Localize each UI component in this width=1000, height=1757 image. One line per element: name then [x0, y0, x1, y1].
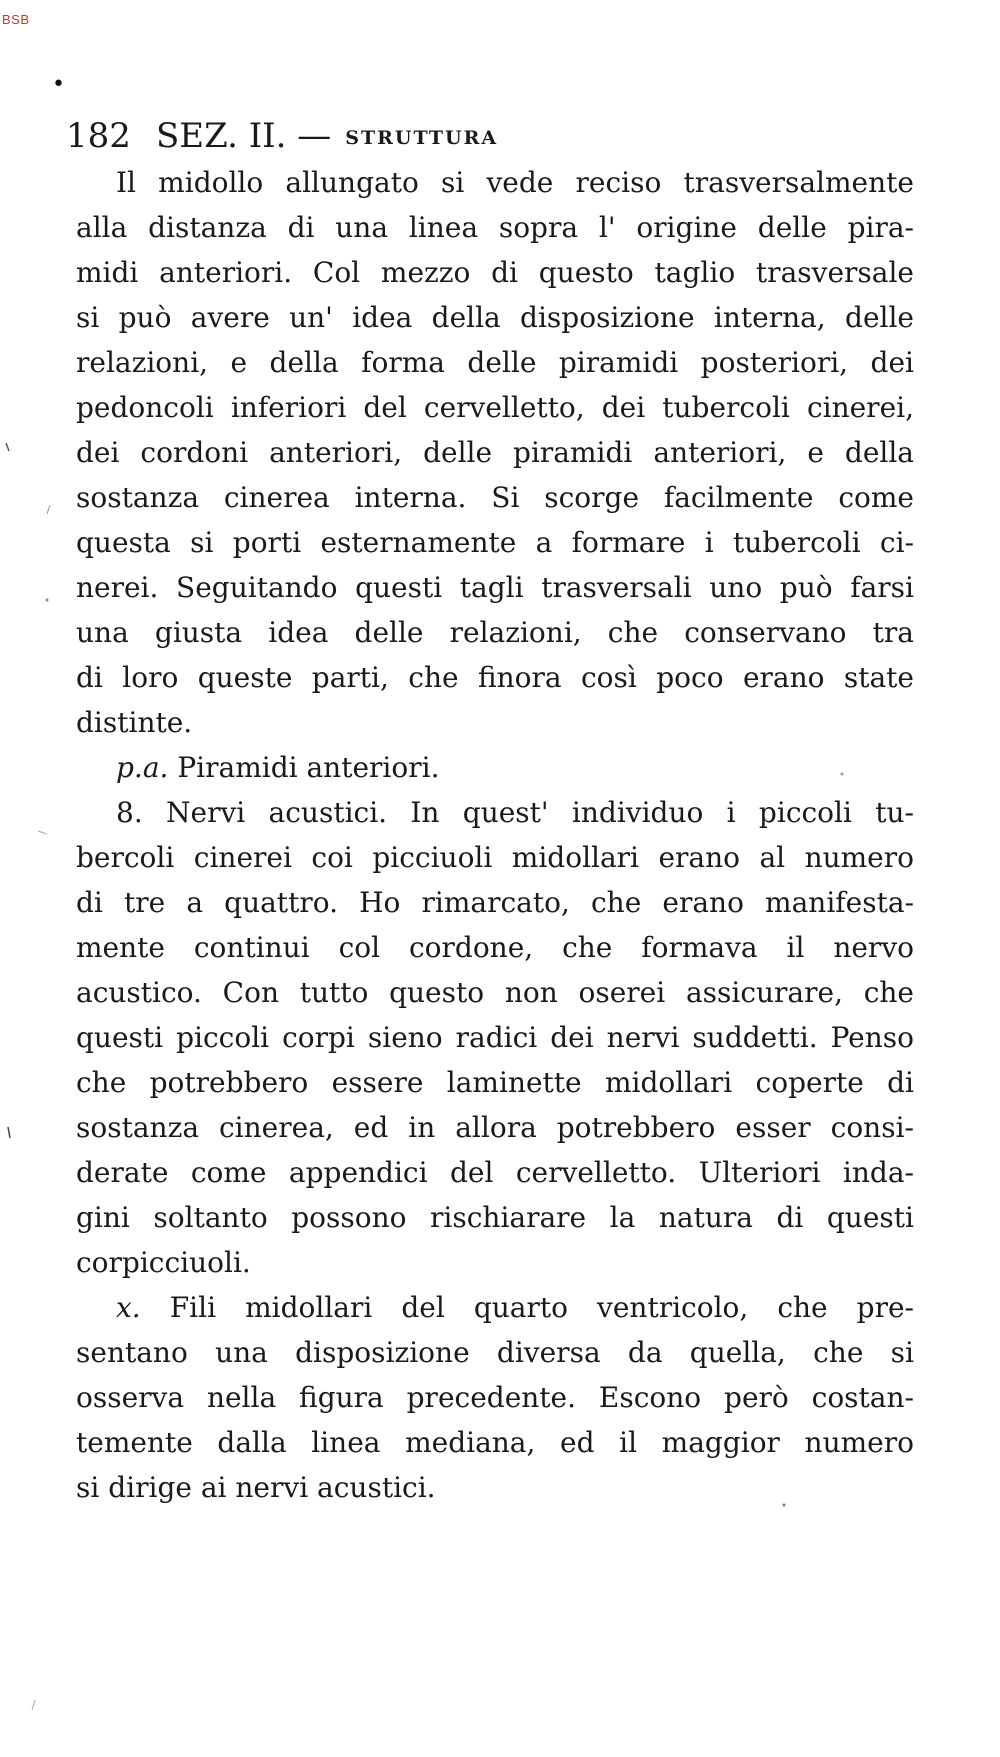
text-line: pedoncoli inferiori del cervelletto, dei tubercoli cinerei,	[76, 391, 914, 424]
text-line: di tre a quattro. Ho rimarcato, che erano manifesta-	[76, 886, 914, 919]
text-line	[76, 1285, 914, 1330]
paragraph-fili-midollari	[76, 1285, 914, 1510]
item-text: Piramidi anteriori.	[177, 751, 440, 784]
text-line: nerei. Seguitando questi tagli trasversali uno può farsi	[76, 571, 914, 604]
text-line: si può avere un' idea della disposizione interna, delle	[76, 301, 914, 334]
text-line: una giusta idea delle relazioni, che conservano tra	[76, 616, 914, 649]
text-line: bercoli cinerei coi picciuoli midollari erano al numero	[76, 841, 914, 874]
text-line: che potrebbero essere laminette midollari coperte di	[76, 1066, 914, 1099]
text-line: di loro queste parti, che finora così poco erano state	[76, 661, 914, 694]
text-line: Il midollo allungato si vede reciso trasversalmente	[116, 166, 914, 199]
running-header	[66, 116, 926, 158]
section-label: SEZ. II. —	[156, 116, 332, 156]
item-mark: x.	[116, 1291, 141, 1324]
text-line: sentano una disposizione diversa da quella, che si	[76, 1336, 914, 1369]
item-text: Fili midollari del quarto ventricolo, che pre-	[169, 1291, 914, 1324]
text-line: alla distanza di una linea sopra l' origine delle pira-	[76, 211, 914, 244]
text-line: temente dalla linea mediana, ed il maggior numero	[76, 1426, 914, 1459]
text-line: gini soltanto possono rischiarare la natura di questi	[76, 1201, 914, 1234]
item-mark: p.a.	[116, 751, 169, 784]
library-stamp: BSB	[2, 12, 30, 27]
item-piramidi	[76, 745, 914, 790]
section-title: STRUTTURA	[345, 127, 499, 149]
text-line: sostanza cinerea interna. Si scorge facilmente come	[76, 481, 914, 514]
text-line: questi piccoli corpi sieno radici dei nervi suddetti. Penso	[76, 1021, 914, 1054]
text-line: distinte.	[76, 706, 193, 739]
text-line: dei cordoni anteriori, delle piramidi anteriori, e della	[76, 436, 914, 469]
text-line: sostanza cinerea, ed in allora potrebbero esser consi-	[76, 1111, 914, 1144]
paragraph-nervi-acustici	[76, 790, 914, 1285]
page-number: 182	[66, 116, 131, 156]
body-text	[76, 160, 914, 1510]
text-line: acustico. Con tutto questo non oserei assicurare, che	[76, 976, 914, 1009]
ink-dot: •	[52, 72, 65, 97]
text-line: corpicciuoli.	[76, 1246, 251, 1279]
text-line: si dirige ai nervi acustici.	[76, 1471, 436, 1504]
text-line: derate come appendici del cervelletto. Ulteriori inda-	[76, 1156, 914, 1189]
text-line: relazioni, e della forma delle piramidi posteriori, dei	[76, 346, 914, 379]
text-line: osserva nella figura precedente. Escono però costan-	[76, 1381, 914, 1414]
text-line: midi anteriori. Col mezzo di questo taglio trasversale	[76, 256, 914, 289]
paragraph-medulla	[76, 160, 914, 745]
text-line: questa si porti esternamente a formare i tubercoli ci-	[76, 526, 914, 559]
text-line: 8. Nervi acustici. In quest' individuo i piccoli tu-	[116, 796, 914, 829]
text-line: mente continui col cordone, che formava il nervo	[76, 931, 914, 964]
